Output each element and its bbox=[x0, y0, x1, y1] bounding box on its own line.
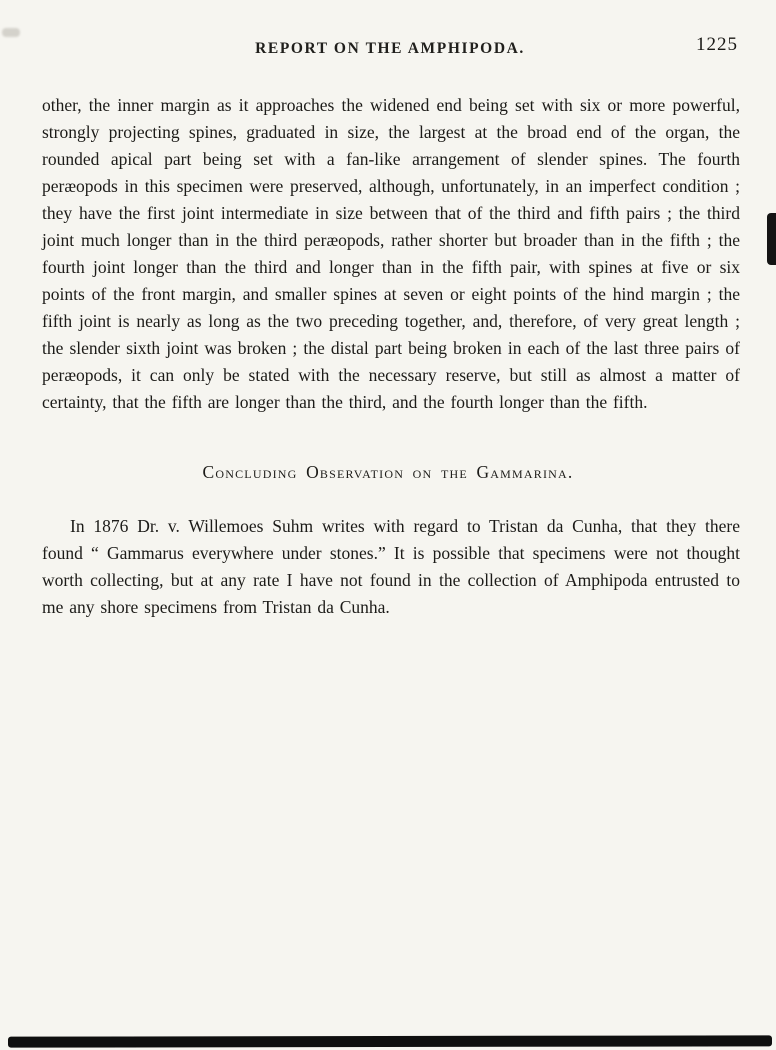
body-paragraph-1: other, the inner margin as it approaches the widened end being set with six or more powerful, strongly projecting spines, graduated in size, the largest at the broad end of the organ, the rounded apical part being set with a fan-like arrangement of slender spines. The fourth peræopods in this specimen were preserved, although, unfortunately, in an imperfect condition ; they have the first joint intermediate in size between that of the third and fifth pairs ; the third joint much longer than in the third peræopods, rather shorter but broader than in the fifth ; the fourth joint longer than the third and longer than in the fifth pair, with spines at five or six points of the front margin, and smaller spines at seven or eight points of the hind margin ; the fifth joint is nearly as long as the two preceding together, and, therefore, of very great length ; the slender sixth joint was broken ; the distal part being broken in each of the last three pairs of peræopods, it can only be stated with the necessary reserve, but still as almost a matter of certainty, that the fifth are longer than the third, and the fourth longer than the fifth. bbox=[42, 95, 740, 412]
running-title: REPORT ON THE AMPHIPODA. bbox=[255, 40, 525, 57]
body-paragraph-2: In 1876 Dr. v. Willemoes Suhm writes with regard to Tristan da Cunha, that they there found “ Gammarus everywhere under stones.” It is possible that specimens were not thought worth collecting, but at any rate I have not found in the collection of Amphipoda entrusted to me any shore specimens from Tristan da Cunha. bbox=[42, 516, 740, 617]
page-number: 1225 bbox=[696, 34, 738, 55]
page-header bbox=[42, 34, 738, 66]
scan-artifact-top-left bbox=[2, 28, 20, 37]
scan-artifact-right-edge bbox=[767, 213, 776, 265]
scan-artifact-bottom-bar bbox=[8, 1035, 772, 1047]
section-heading: Concluding Observation on the Gammarina. bbox=[202, 462, 574, 482]
